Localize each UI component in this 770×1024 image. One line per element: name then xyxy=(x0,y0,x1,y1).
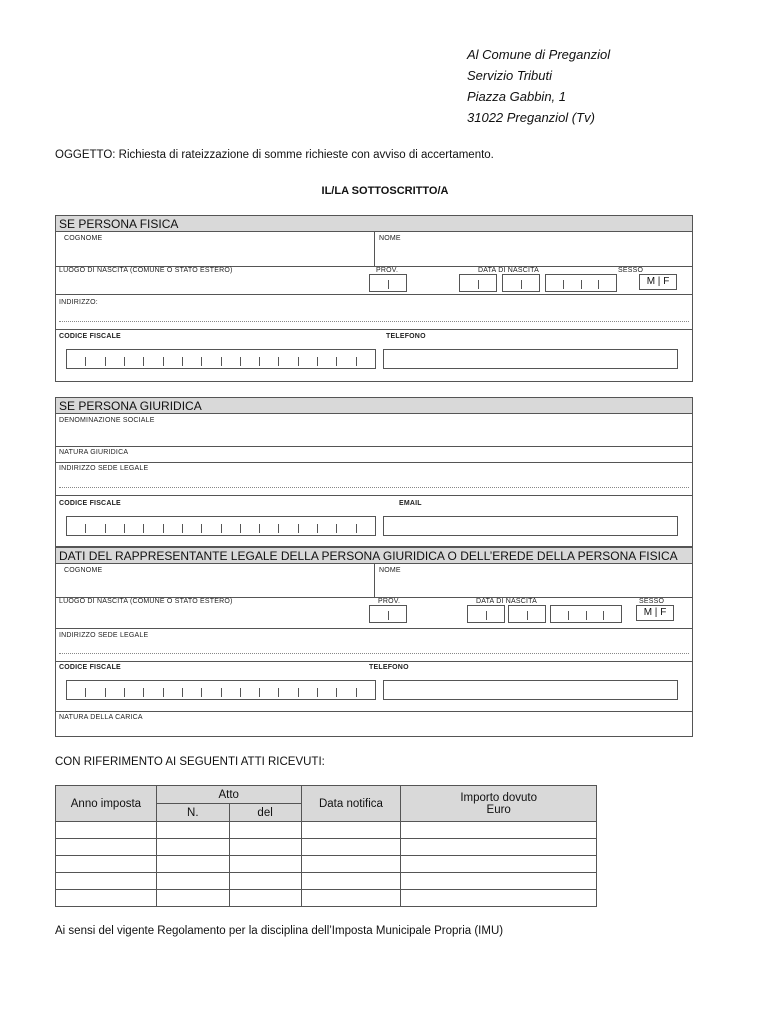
table-row xyxy=(56,822,597,839)
denominazione-label: DENOMINAZIONE SOCIALE xyxy=(59,417,155,424)
address-line: Al Comune di Preganziol xyxy=(467,47,611,62)
importo-line1: Importo dovuto xyxy=(460,791,538,804)
codice-fiscale-input[interactable] xyxy=(66,349,376,369)
nome-label: NOME xyxy=(379,567,401,574)
indirizzo-label: INDIRIZZO: xyxy=(59,299,98,306)
section-title: SE PERSONA FISICA xyxy=(56,216,692,232)
section-persona-giuridica xyxy=(55,397,693,547)
numero-header: N. xyxy=(156,804,229,822)
table-row xyxy=(56,856,597,873)
telefono-input[interactable] xyxy=(383,349,678,369)
luogo-nascita-label: LUOGO DI NASCITA (COMUNE O STATO ESTERO) xyxy=(59,267,233,274)
riferimento-heading: CON RIFERIMENTO AI SEGUENTI ATTI RICEVUTI: xyxy=(55,756,325,768)
indirizzo-sede-label: INDIRIZZO SEDE LEGALE xyxy=(59,632,149,639)
data-notifica-header: Data notifica xyxy=(301,786,401,822)
nome-label: NOME xyxy=(379,235,401,242)
luogo-nascita-label: LUOGO DI NASCITA (COMUNE O STATO ESTERO) xyxy=(59,598,233,605)
prov-label: PROV. xyxy=(376,267,399,274)
data-nascita-label: DATA DI NASCITA xyxy=(476,598,537,605)
telefono-input[interactable] xyxy=(383,680,678,700)
codice-fiscale-label: CODICE FISCALE xyxy=(59,333,121,340)
address-line: Servizio Tributi xyxy=(467,68,553,83)
del-header: del xyxy=(229,804,301,822)
subject-line: OGGETTO: Richiesta di rateizzazione di somme richieste con avviso di accertamento. xyxy=(55,149,494,161)
codice-fiscale-label: CODICE FISCALE xyxy=(59,500,121,507)
regulation-text: Ai sensi del vigente Regolamento per la disciplina dell’Imposta Municipale Propria (IMU) xyxy=(55,925,504,937)
codice-fiscale-input[interactable] xyxy=(66,516,376,536)
prov-input[interactable] xyxy=(369,274,407,292)
importo-line2: Euro xyxy=(486,803,511,816)
codice-fiscale-input[interactable] xyxy=(66,680,376,700)
table-row xyxy=(56,873,597,890)
sesso-label: SESSO xyxy=(618,267,644,274)
address-line: 31022 Preganziol (Tv) xyxy=(467,110,595,125)
birth-month-input[interactable] xyxy=(502,274,540,292)
table-row xyxy=(56,890,597,907)
email-label: EMAIL xyxy=(399,500,422,507)
cognome-label: COGNOME xyxy=(64,235,103,242)
undersigned-title: IL/LA SOTTOSCRITTO/A xyxy=(321,185,449,197)
telefono-label: TELEFONO xyxy=(369,664,409,671)
section-title: SE PERSONA GIURIDICA xyxy=(56,398,692,414)
recipient-address xyxy=(467,44,610,128)
sesso-label: SESSO xyxy=(639,598,665,605)
indirizzo-sede-label: INDIRIZZO SEDE LEGALE xyxy=(59,465,149,472)
birth-day-input[interactable] xyxy=(459,274,497,292)
data-nascita-label: DATA DI NASCITA xyxy=(478,267,539,274)
sesso-input[interactable]: M | F xyxy=(639,274,677,290)
natura-carica-label: NATURA DELLA CARICA xyxy=(59,714,143,721)
prov-label: PROV. xyxy=(378,598,401,605)
table-row xyxy=(56,839,597,856)
birth-year-input[interactable] xyxy=(550,605,622,623)
cognome-label: COGNOME xyxy=(64,567,103,574)
birth-month-input[interactable] xyxy=(508,605,546,623)
prov-input[interactable] xyxy=(369,605,407,623)
atti-table xyxy=(55,785,597,907)
anno-header: Anno imposta xyxy=(56,786,157,822)
telefono-label: TELEFONO xyxy=(386,333,426,340)
natura-giuridica-label: NATURA GIURIDICA xyxy=(59,449,129,456)
email-input[interactable] xyxy=(383,516,678,536)
codice-fiscale-label: CODICE FISCALE xyxy=(59,664,121,671)
importo-header xyxy=(401,786,597,822)
atto-header: Atto xyxy=(156,786,301,804)
section-persona-fisica xyxy=(55,215,693,382)
sesso-input[interactable]: M | F xyxy=(636,605,674,621)
section-title: DATI DEL RAPPRESENTANTE LEGALE DELLA PERSONA GIURIDICA O DELL’EREDE DELLA PERSONA FISICA xyxy=(56,548,692,564)
address-line: Piazza Gabbin, 1 xyxy=(467,89,567,104)
birth-year-input[interactable] xyxy=(545,274,617,292)
section-rappresentante xyxy=(55,547,693,737)
birth-day-input[interactable] xyxy=(467,605,505,623)
